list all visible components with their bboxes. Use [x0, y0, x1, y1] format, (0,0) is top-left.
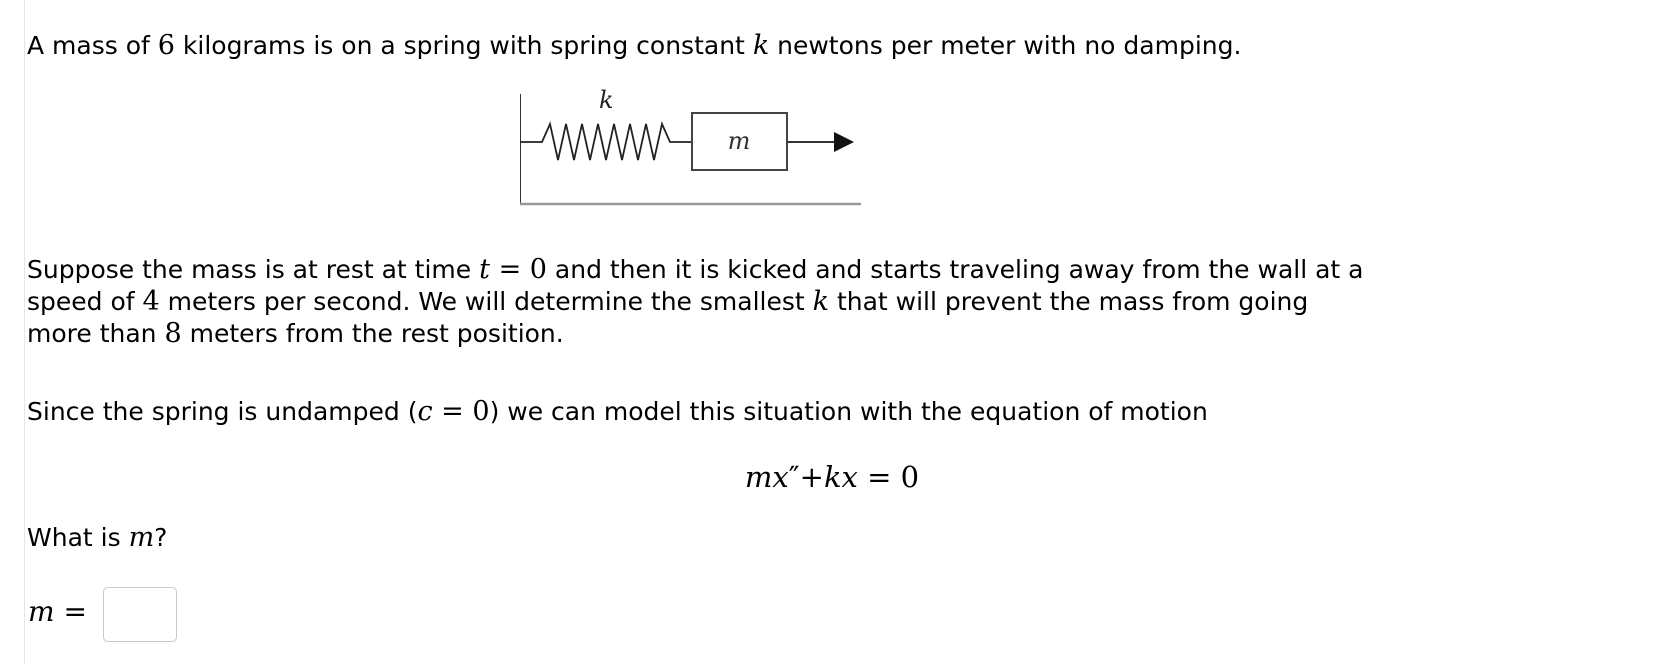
eq-equals-zero: = 0: [857, 460, 920, 494]
eq-m: m: [744, 460, 773, 494]
scenario-line-2: [27, 286, 1308, 318]
model-text: [27, 396, 1208, 428]
scenario-text: Suppose the mass is at rest at time: [27, 255, 480, 284]
left-border: [24, 0, 25, 664]
intro-part-2: kilograms is on a spring with spring constant: [174, 31, 753, 60]
equation-of-motion: [0, 460, 1664, 494]
question-var: m: [128, 522, 155, 553]
mass-label: m: [727, 127, 751, 155]
t-equation: t = 0: [479, 254, 547, 285]
intro-part-1: A mass of: [27, 31, 158, 60]
eq-x: x: [772, 460, 789, 494]
scenario-text: speed of: [27, 287, 143, 316]
intro-part-3: newtons per meter with no damping.: [769, 31, 1242, 60]
eq-double-prime: ″: [788, 460, 800, 494]
eq-x2: x: [841, 460, 858, 494]
k-symbol: k: [812, 286, 829, 317]
speed-value: 4: [142, 286, 160, 317]
c-equation: c = 0: [417, 396, 490, 427]
scenario-line-3: [27, 318, 564, 350]
question-mark: ?: [154, 523, 168, 552]
scenario-text: that will prevent the mass from going: [829, 287, 1309, 316]
mass-value: 6: [157, 30, 175, 61]
direction-arrow-head: [834, 132, 854, 152]
answer-label: [28, 595, 87, 628]
spring-label: k: [599, 86, 614, 114]
question-text: [27, 522, 167, 554]
distance-value: 8: [164, 318, 182, 349]
answer-equals: =: [54, 595, 87, 628]
k-symbol: k: [752, 30, 770, 61]
answer-var: m: [28, 595, 55, 628]
model-text-part: Since the spring is undamped (: [27, 397, 418, 426]
intro-text: [27, 30, 1241, 62]
model-text-part: ) we can model this situation with the equation of motion: [489, 397, 1208, 426]
scenario-text: and then it is kicked and starts traveling away from the wall at a: [546, 255, 1364, 284]
scenario-text: more than: [27, 319, 165, 348]
c-var: c: [417, 396, 433, 427]
eq-plus: +: [799, 460, 824, 494]
scenario-text: meters per second. We will determine the smallest: [159, 287, 813, 316]
eq-k: k: [823, 460, 842, 494]
scenario-text: meters from the rest position.: [181, 319, 564, 348]
spring: [520, 124, 692, 160]
question-label: What is: [27, 523, 129, 552]
scenario-line-1: [27, 254, 1364, 286]
t-var: t: [479, 254, 490, 285]
m-answer-input[interactable]: [103, 587, 177, 642]
spring-mass-diagram: [520, 86, 920, 226]
